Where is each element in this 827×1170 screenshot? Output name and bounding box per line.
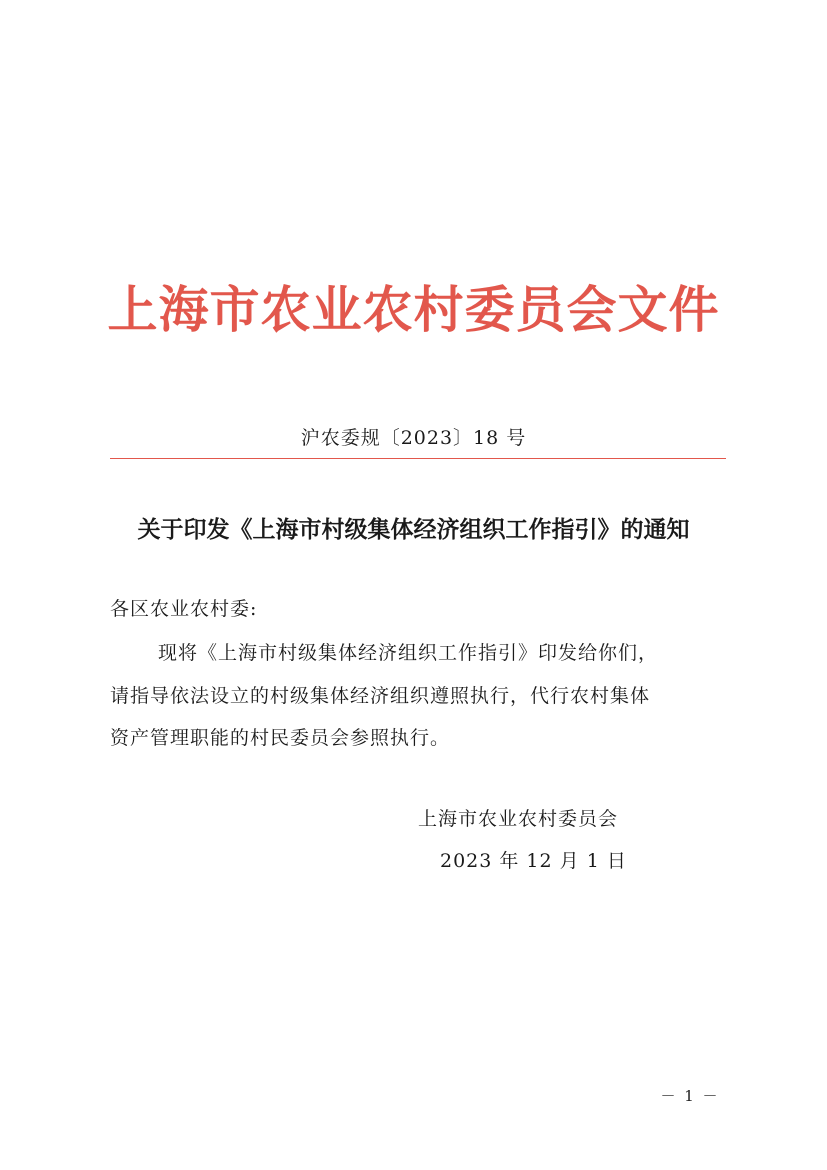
notice-title: 关于印发《上海市村级集体经济组织工作指引》的通知 [137, 516, 690, 543]
document-number: 沪农委规〔2023〕18 号 [300, 427, 527, 449]
signature-organization: 上海市农业农村委员会 [418, 808, 619, 830]
red-header-rule [110, 458, 726, 459]
signature-date: 2023 年 12 月 1 日 [440, 850, 627, 872]
body-paragraph-line: 现将《上海市村级集体经济组织工作指引》印发给你们， [158, 642, 659, 664]
salutation: 各区农业农村委: [110, 598, 258, 620]
issuer-header-title: 上海市农业农村委员会文件 [107, 280, 720, 339]
page-number: － 1 － [660, 1087, 720, 1105]
body-paragraph-line: 请指导依法设立的村级集体经济组织遵照执行，代行农村集体 [110, 685, 651, 707]
body-paragraph-line: 资产管理职能的村民委员会参照执行。 [110, 727, 451, 749]
